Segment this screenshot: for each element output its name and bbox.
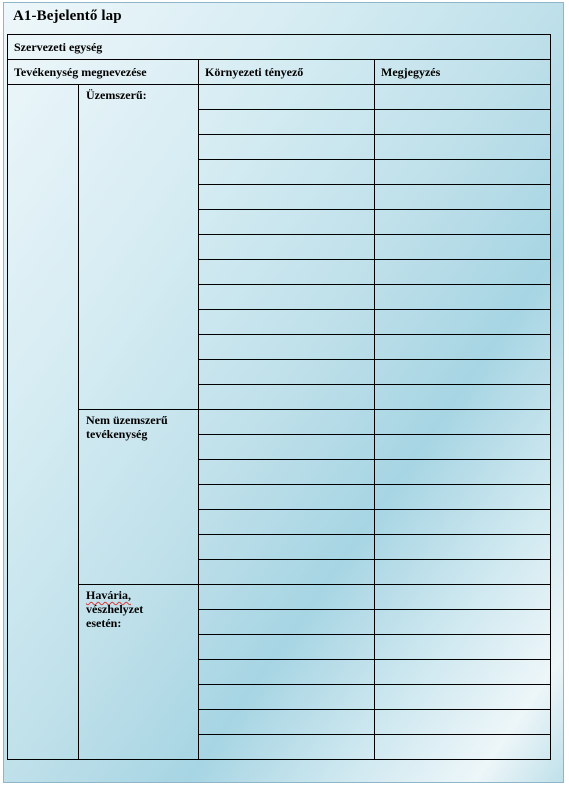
note-cell[interactable] <box>375 685 551 710</box>
note-cell[interactable] <box>375 410 551 435</box>
section-label-1: Üzemszerű: <box>79 85 199 410</box>
note-cell[interactable] <box>375 710 551 735</box>
environmental-factor-cell[interactable] <box>199 260 375 285</box>
environmental-factor-cell[interactable] <box>199 410 375 435</box>
environmental-factor-cell[interactable] <box>199 610 375 635</box>
org-unit-label: Szervezeti egység <box>8 35 551 60</box>
note-cell[interactable] <box>375 210 551 235</box>
environmental-factor-cell[interactable] <box>199 710 375 735</box>
environmental-factor-cell[interactable] <box>199 660 375 685</box>
environmental-factor-cell[interactable] <box>199 285 375 310</box>
report-form-table <box>7 34 551 760</box>
environmental-factor-header: Környezeti tényező <box>199 60 375 85</box>
environmental-factor-cell[interactable] <box>199 235 375 260</box>
environmental-factor-cell[interactable] <box>199 460 375 485</box>
note-cell[interactable] <box>375 85 551 110</box>
environmental-factor-cell[interactable] <box>199 210 375 235</box>
note-cell[interactable] <box>375 360 551 385</box>
environmental-factor-cell[interactable] <box>199 185 375 210</box>
note-cell[interactable] <box>375 435 551 460</box>
note-cell[interactable] <box>375 560 551 585</box>
note-cell[interactable] <box>375 735 551 760</box>
note-cell[interactable] <box>375 460 551 485</box>
environmental-factor-cell[interactable] <box>199 135 375 160</box>
note-cell[interactable] <box>375 135 551 160</box>
note-cell[interactable] <box>375 660 551 685</box>
environmental-factor-cell[interactable] <box>199 310 375 335</box>
note-cell[interactable] <box>375 285 551 310</box>
environmental-factor-cell[interactable] <box>199 385 375 410</box>
table-row <box>8 85 551 110</box>
environmental-factor-cell[interactable] <box>199 360 375 385</box>
environmental-factor-cell[interactable] <box>199 160 375 185</box>
note-header: Megjegyzés <box>375 60 551 85</box>
environmental-factor-cell[interactable] <box>199 685 375 710</box>
note-cell[interactable] <box>375 110 551 135</box>
header-row <box>8 60 551 85</box>
environmental-factor-cell[interactable] <box>199 560 375 585</box>
document-page <box>3 2 564 783</box>
environmental-factor-cell[interactable] <box>199 635 375 660</box>
note-cell[interactable] <box>375 335 551 360</box>
environmental-factor-cell[interactable] <box>199 510 375 535</box>
note-cell[interactable] <box>375 485 551 510</box>
table-row <box>8 585 551 610</box>
note-cell[interactable] <box>375 160 551 185</box>
org-unit-row <box>8 35 551 60</box>
note-cell[interactable] <box>375 310 551 335</box>
activity-name-cell[interactable] <box>8 85 79 760</box>
environmental-factor-cell[interactable] <box>199 435 375 460</box>
environmental-factor-cell[interactable] <box>199 85 375 110</box>
note-cell[interactable] <box>375 585 551 610</box>
activity-name-header: Tevékenység megnevezése <box>8 60 199 85</box>
environmental-factor-cell[interactable] <box>199 535 375 560</box>
section-label-3: Havária, vészhelyzet esetén: <box>79 585 199 760</box>
note-cell[interactable] <box>375 610 551 635</box>
note-cell[interactable] <box>375 185 551 210</box>
environmental-factor-cell[interactable] <box>199 585 375 610</box>
note-cell[interactable] <box>375 535 551 560</box>
note-cell[interactable] <box>375 235 551 260</box>
note-cell[interactable] <box>375 385 551 410</box>
environmental-factor-cell[interactable] <box>199 735 375 760</box>
note-cell[interactable] <box>375 635 551 660</box>
environmental-factor-cell[interactable] <box>199 335 375 360</box>
document-title: A1-Bejelentő lap <box>13 8 122 24</box>
table-row <box>8 410 551 435</box>
section-label-2: Nem üzemszerű tevékenység <box>79 410 199 585</box>
note-cell[interactable] <box>375 260 551 285</box>
environmental-factor-cell[interactable] <box>199 485 375 510</box>
note-cell[interactable] <box>375 510 551 535</box>
environmental-factor-cell[interactable] <box>199 110 375 135</box>
